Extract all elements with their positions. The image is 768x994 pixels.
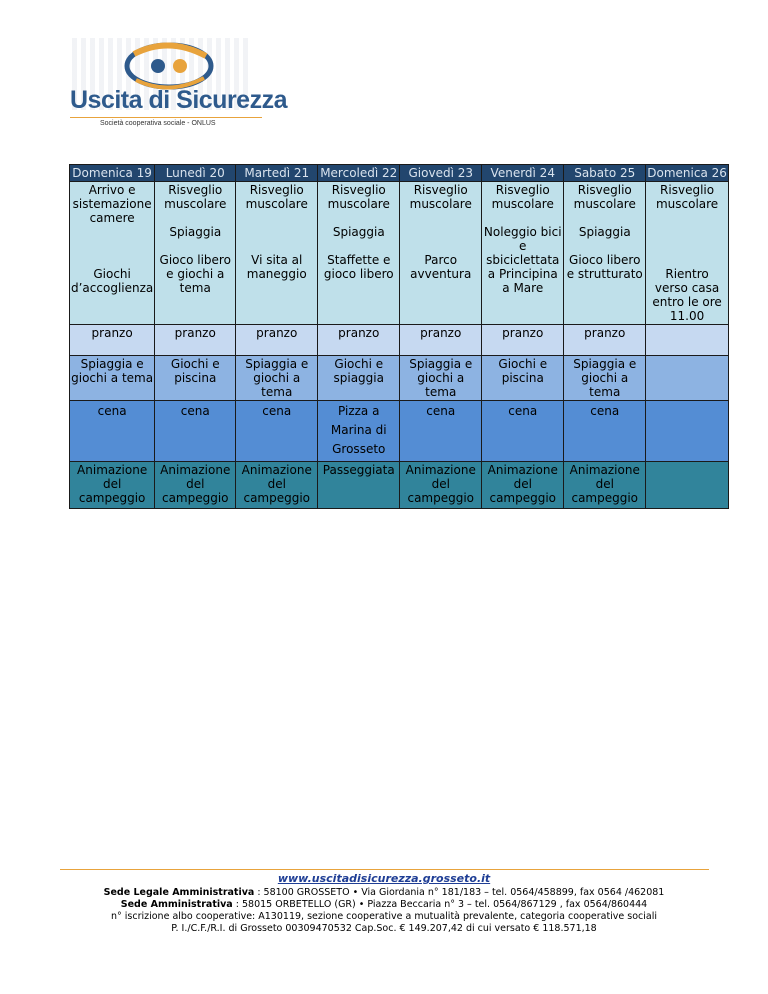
evening-cell: Animazione del campeggio — [400, 462, 482, 509]
morning-activity-middle: Noleggio bici e sbiciclettata a Principina a Mare — [483, 225, 562, 295]
lunch-cell: pranzo — [400, 325, 482, 356]
lunch-cell: pranzo — [236, 325, 318, 356]
day-header-cell: Domenica 26 — [647, 166, 727, 180]
morning-activity-middle — [71, 239, 153, 253]
evening-cell: Animazione del campeggio — [564, 462, 646, 509]
lunch-cell: pranzo — [318, 325, 400, 356]
registry-info: n° iscrizione albo cooperative: A130119, sezione cooperative a mutualità prevalente, categoria cooperative sociali — [110, 911, 658, 922]
day-header-cell: Martedì 21 — [236, 165, 318, 182]
admin-address — [0, 899, 768, 911]
morning-activity-bottom: Giochi d’accoglienza — [71, 267, 154, 295]
morning-activity-middle — [401, 225, 480, 239]
logo-brand-name: Uscita di Sicurezza — [70, 86, 287, 114]
evening-row — [70, 462, 729, 509]
dinner-cell: cena — [564, 401, 646, 462]
afternoon-cell: Spiaggia e giochi a tema — [70, 356, 155, 401]
dinner-cell: cena — [155, 401, 236, 462]
dinner-cell: Pizza a Marina di Grosseto — [318, 401, 400, 462]
morning-activity-top: Risveglio muscolare — [409, 183, 472, 211]
morning-activity-top: Risveglio muscolare — [491, 183, 554, 211]
morning-cell — [70, 182, 155, 325]
day-header-cell: Lunedì 20 — [155, 165, 236, 182]
day-header-cell: Mercoledì 22 — [318, 165, 400, 182]
dinner-cell: cena — [400, 401, 482, 462]
morning-activity-middle: Spiaggia — [169, 225, 222, 239]
morning-activity-top: Risveglio muscolare — [245, 183, 308, 211]
morning-activity-middle: Spiaggia — [332, 225, 385, 239]
lunch-cell — [646, 325, 729, 356]
evening-cell: Animazione del campeggio — [70, 462, 155, 509]
tax-info: P. I./C.F./R.I. di Grosseto 00309470532 Cap.Soc. € 149.207,42 di cui versato € 118.571,18 — [171, 923, 597, 934]
morning-cell — [646, 182, 729, 325]
afternoon-cell: Giochi e piscina — [155, 356, 236, 401]
day-header-row — [70, 165, 729, 182]
afternoon-cell: Giochi e piscina — [482, 356, 564, 401]
day-header-cell: Domenica 19 — [70, 165, 155, 182]
morning-cell — [564, 182, 646, 325]
morning-row — [70, 182, 729, 325]
legal-address — [0, 887, 768, 899]
morning-activity-bottom: Gioco libero e giochi a tema — [159, 253, 231, 295]
evening-cell: Animazione del campeggio — [155, 462, 236, 509]
morning-cell — [318, 182, 400, 325]
morning-activity-middle: Spiaggia — [578, 225, 631, 239]
lunch-cell: pranzo — [564, 325, 646, 356]
morning-activity-bottom: Parco avventura — [410, 253, 472, 281]
morning-cell — [482, 182, 564, 325]
morning-cell — [155, 182, 236, 325]
afternoon-cell: Spiaggia e giochi a tema — [400, 356, 482, 401]
lunch-cell: pranzo — [70, 325, 155, 356]
morning-activity-top: Arrivo e sistemazione camere — [72, 183, 152, 225]
morning-activity-top: Risveglio muscolare — [573, 183, 636, 211]
afternoon-row — [70, 356, 729, 401]
evening-cell — [646, 462, 729, 509]
footer — [0, 873, 768, 935]
lunch-cell: pranzo — [482, 325, 564, 356]
dinner-cell: cena — [70, 401, 155, 462]
admin-address-label: Sede Amministrativa — [120, 899, 233, 910]
dinner-cell: cena — [482, 401, 564, 462]
morning-activity-bottom: Gioco libero e strutturato — [566, 253, 643, 281]
dinner-cell — [646, 401, 729, 462]
website-link[interactable]: www.uscitadisicurezza.grosseto.it — [277, 872, 491, 885]
weekly-schedule-table — [69, 164, 729, 509]
day-header-cell: Sabato 25 — [564, 165, 646, 182]
legal-address-label: Sede Legale Amministrativa — [103, 887, 255, 898]
morning-activity-bottom: Rientro verso casa entro le ore 11.00 — [652, 267, 722, 323]
morning-cell — [400, 182, 482, 325]
evening-cell: Passeggiata — [318, 462, 400, 509]
logo-mark-icon — [114, 40, 224, 92]
legal-address-text: : 58100 GROSSETO • Via Giordania n° 181/183 – tel. 0564/458899, fax 0564 /462081 — [254, 887, 665, 898]
logo-divider — [70, 117, 262, 118]
morning-activity-bottom: Vi sita al maneggio — [246, 253, 307, 281]
morning-activity-top: Risveglio muscolare — [655, 183, 719, 211]
logo-subtitle: Società cooperativa sociale - ONLUS — [100, 120, 216, 127]
evening-cell: Animazione del campeggio — [482, 462, 564, 509]
morning-activity-middle — [237, 225, 316, 239]
lunch-row — [70, 325, 729, 356]
morning-activity-middle — [647, 225, 727, 239]
afternoon-cell — [646, 356, 729, 401]
admin-address-text: : 58015 ORBETELLO (GR) • Piazza Beccaria n° 3 – tel. 0564/867129 , fax 0564/860444 — [232, 899, 648, 910]
afternoon-cell: Spiaggia e giochi a tema — [236, 356, 318, 401]
lunch-cell: pranzo — [155, 325, 236, 356]
afternoon-cell: Spiaggia e giochi a tema — [564, 356, 646, 401]
evening-cell: Animazione del campeggio — [236, 462, 318, 509]
dinner-cell: cena — [236, 401, 318, 462]
morning-activity-top: Risveglio muscolare — [327, 183, 390, 211]
day-header-cell: Giovedì 23 — [400, 165, 482, 182]
footer-divider — [60, 869, 709, 870]
morning-activity-bottom: Staffette e gioco libero — [323, 253, 394, 281]
afternoon-cell: Giochi e spiaggia — [318, 356, 400, 401]
day-header-cell: Venerdì 24 — [482, 165, 564, 182]
morning-cell — [236, 182, 318, 325]
company-logo — [62, 34, 287, 127]
dinner-row — [70, 401, 729, 462]
morning-activity-top: Risveglio muscolare — [164, 183, 227, 211]
